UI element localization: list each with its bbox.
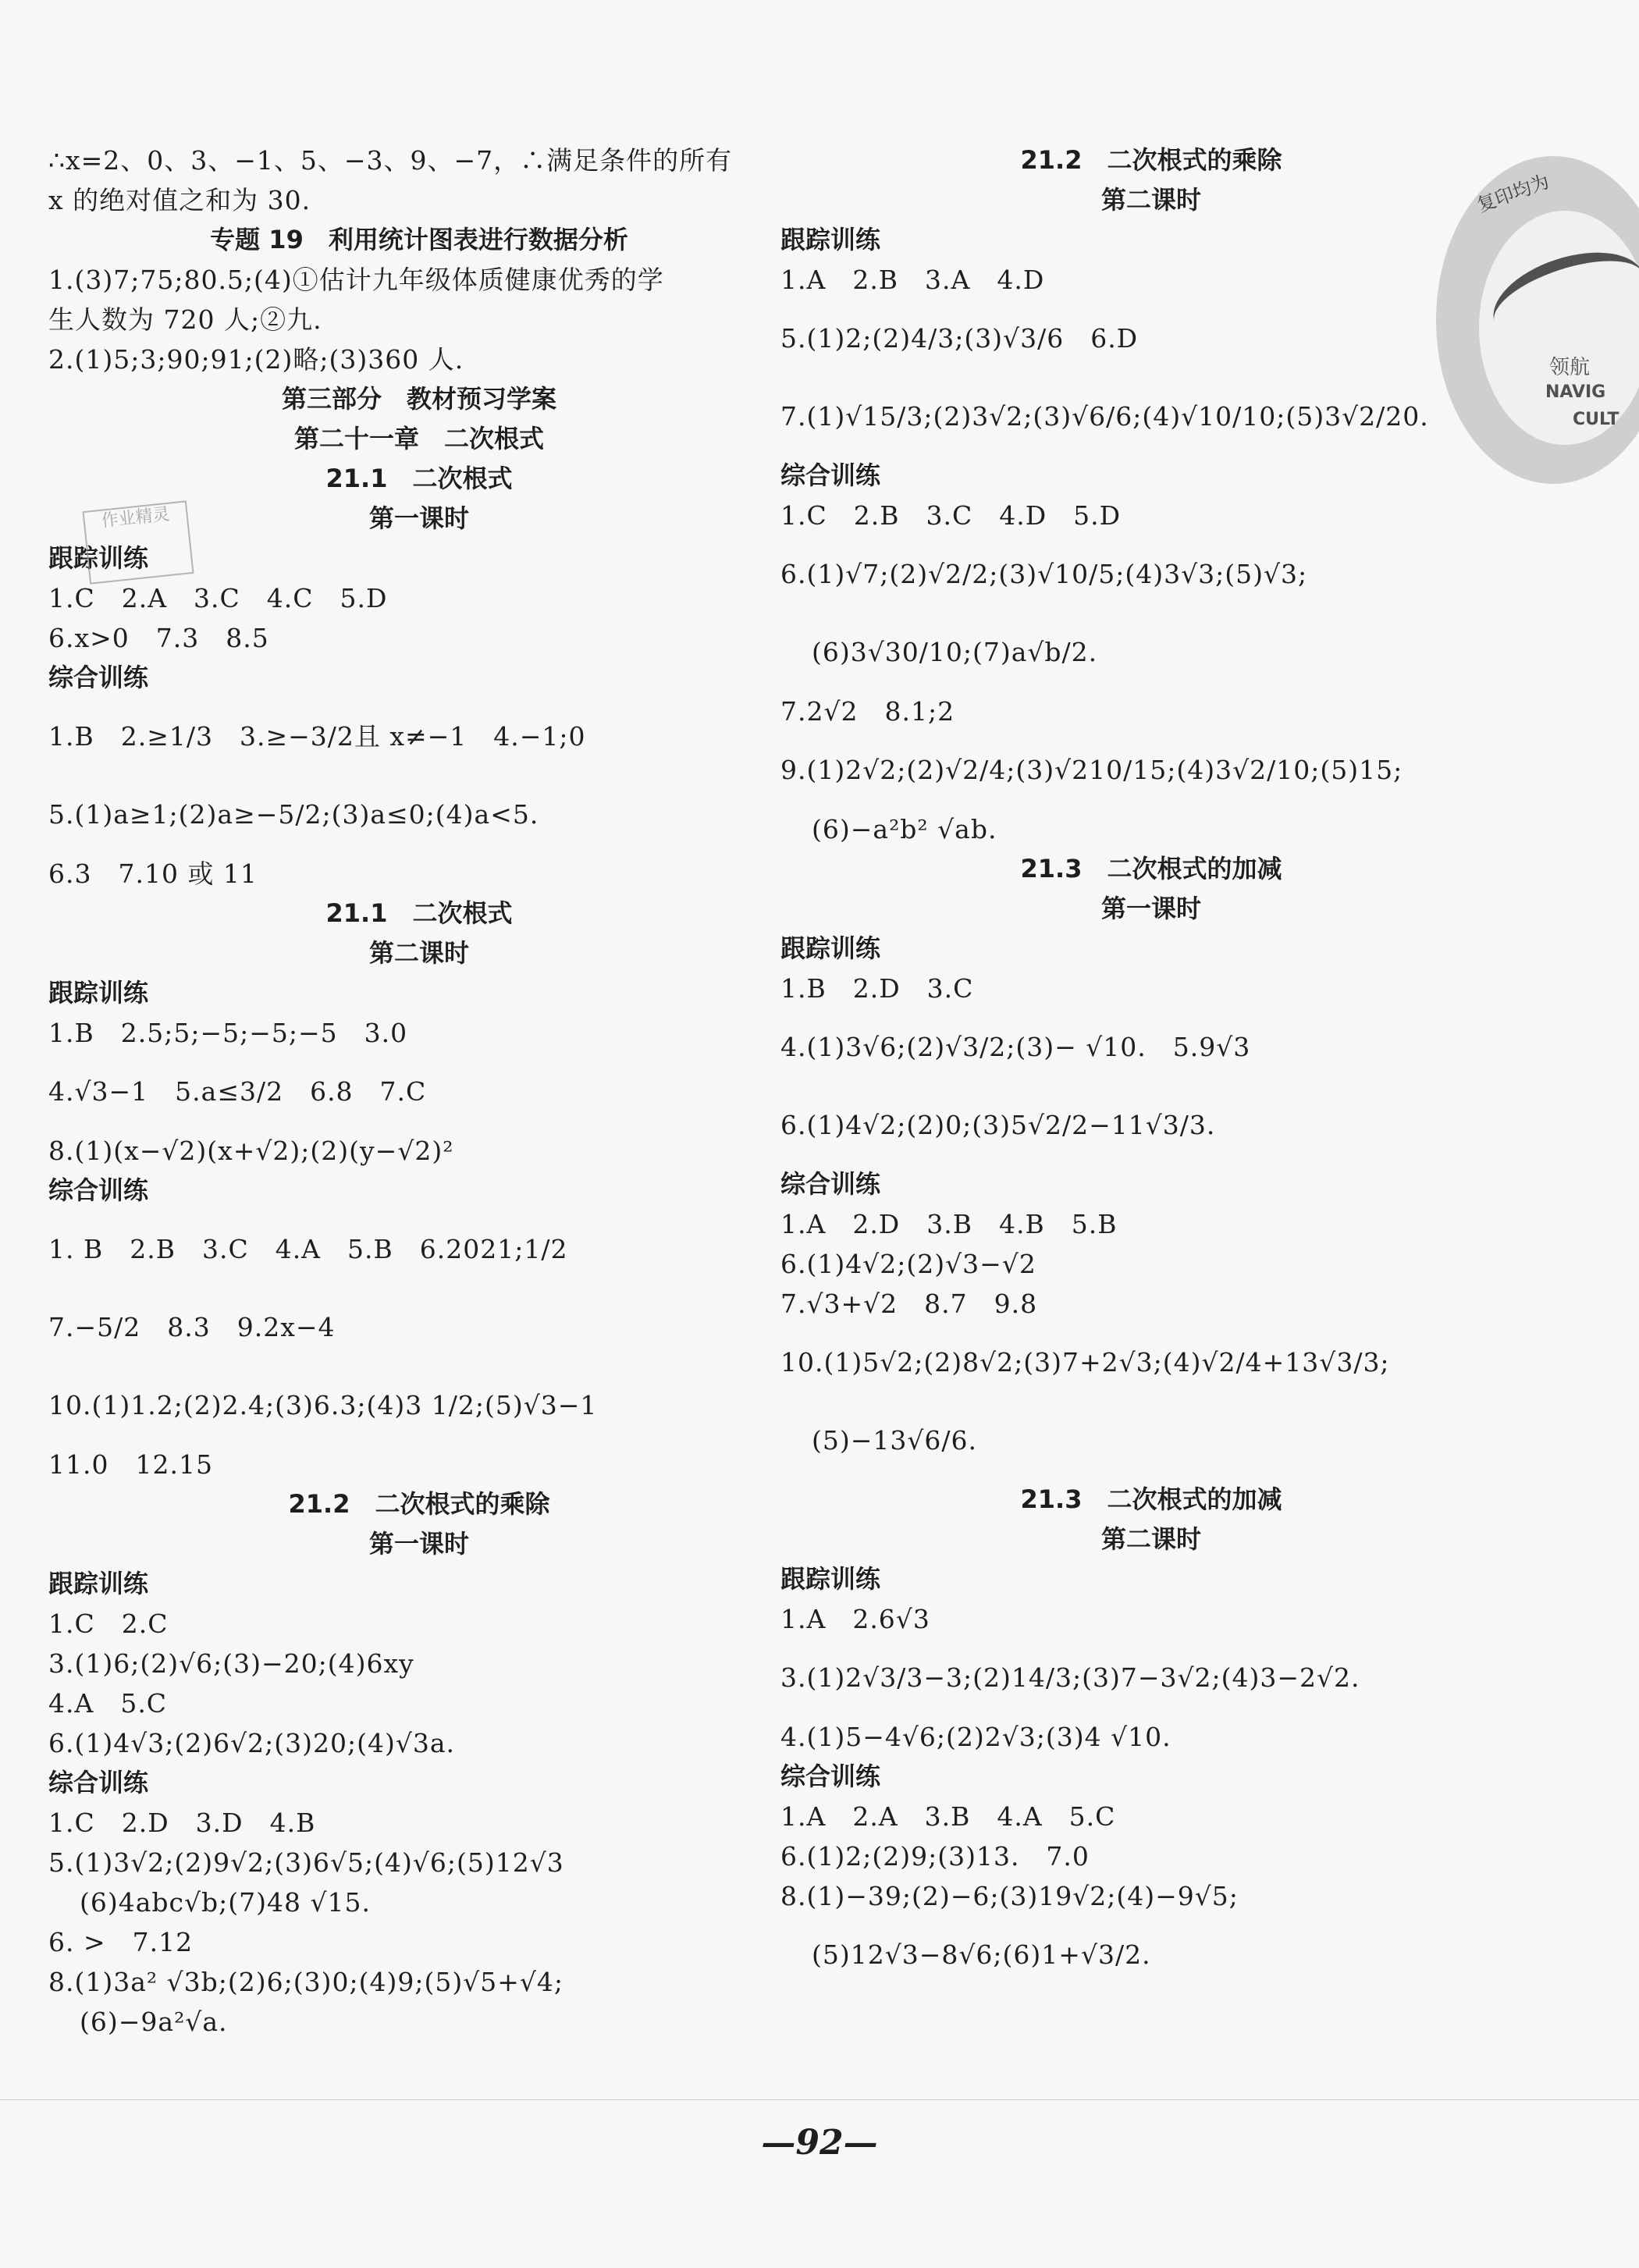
answer-line: (6)−9a²√a. [80,2007,228,2037]
answer-line: 1.A 2.A 3.B 4.A 5.C [780,1801,1116,1832]
answer-line: 10.(1)5√2;(2)8√2;(3)7+2√3;(4)√2/4+13√3/3; [780,1347,1390,1378]
exercise-label: 综合训练 [48,1175,149,1205]
answer-line: 1.B 2.D 3.C [780,973,974,1004]
answer-line: 4.√3−1 5.a≤3/2 6.8 7.C [48,1076,427,1107]
section-heading: 专题 19 利用统计图表进行数据分析 [210,225,628,254]
exercise-label: 跟踪训练 [48,978,149,1008]
exercise-label: 综合训练 [780,1169,881,1199]
right-column [780,140,1522,1994]
answer-line: 6.(1)4√2;(2)√3−√2 [780,1249,1036,1279]
subsection-heading: 21.1 二次根式 [325,464,513,493]
answer-line: 3.(1)6;(2)√6;(3)−20;(4)6xy [48,1648,414,1679]
answer-line: 1.B 2.≥1/3 3.≥−3/2且 x≠−1 4.−1;0 [48,721,586,752]
watermark-stamp: 作业精灵 [82,500,194,584]
answer-line: ∴x=2、0、3、−1、5、−3、9、−7，∴满足条件的所有 [48,145,733,176]
answer-line: 1.C 2.C [48,1609,169,1639]
exercise-label: 综合训练 [48,1768,149,1797]
answer-line: 2.(1)5;3;90;91;(2)略;(3)360 人. [48,344,464,375]
answer-line: 生人数为 720 人;②九. [48,304,322,335]
subsection-heading: 第一课时 [1100,894,1201,923]
answer-line: 9.(1)2√2;(2)√2/4;(3)√210/15;(4)3√2/10;(5)15; [780,755,1403,785]
answer-line: 7.−5/2 8.3 9.2x−4 [48,1312,336,1342]
left-column [48,140,790,2042]
subsection-heading: 21.1 二次根式 [325,898,513,928]
answer-line: 4.A 5.C [48,1688,168,1719]
answer-line: 7.(1)√15/3;(2)3√2;(3)√6/6;(4)√10/10;(5)3√2/20. [780,401,1429,432]
answer-line: 1.A 2.6√3 [780,1604,930,1634]
page-number: —92— [761,2123,878,2163]
answer-line: (6)4abc√b;(7)48 √15. [80,1887,372,1918]
exercise-label: 综合训练 [780,460,881,490]
answer-line: 8.(1)−39;(2)−6;(3)19√2;(4)−9√5; [780,1881,1239,1911]
answer-line: 6.(1)2;(2)9;(3)13. 7.0 [780,1841,1090,1872]
exercise-label: 跟踪训练 [780,933,881,963]
exercise-label: 跟踪训练 [780,225,881,254]
answer-line: 4.(1)5−4√6;(2)2√3;(3)4 √10. [780,1722,1171,1752]
publisher-seal: 复印均为 领航 NAVIG CULT [1436,156,1639,484]
answer-line: 1.A 2.B 3.A 4.D [780,265,1045,295]
subsection-heading: 21.3 二次根式的加减 [1020,854,1282,883]
answer-line: 6. > 7.12 [48,1927,194,1957]
answer-line: 3.(1)2√3/3−3;(2)14/3;(3)7−3√2;(4)3−2√2. [780,1662,1360,1693]
answer-line: 5.(1)3√2;(2)9√2;(3)6√5;(4)√6;(5)12√3 [48,1847,564,1878]
subsection-heading: 第一课时 [368,1529,469,1559]
subsection-heading: 21.2 二次根式的乘除 [1020,145,1282,175]
answer-line: (5)−13√6/6. [812,1425,978,1456]
exercise-label: 跟踪训练 [48,543,149,573]
answer-line: 8.(1)3a² √3b;(2)6;(3)0;(4)9;(5)√5+√4; [48,1967,564,1997]
answer-line: 5.(1)a≥1;(2)a≥−5/2;(3)a≤0;(4)a<5. [48,799,539,830]
answer-line: 1.C 2.B 3.C 4.D 5.D [780,500,1122,531]
footer-divider [0,2099,1639,2100]
answer-line: (5)12√3−8√6;(6)1+√3/2. [812,1939,1151,1970]
section-heading: 第二十一章 二次根式 [293,424,544,453]
subsection-heading: 21.2 二次根式的乘除 [288,1489,550,1519]
answer-line: 6.(1)√7;(2)√2/2;(3)√10/5;(4)3√3;(5)√3; [780,559,1308,589]
answer-line: 1. B 2.B 3.C 4.A 5.B 6.2021;1/2 [48,1234,568,1264]
answer-line: 4.(1)3√6;(2)√3/2;(3)− √10. 5.9√3 [780,1032,1251,1062]
answer-line: 5.(1)2;(2)4/3;(3)√3/6 6.D [780,323,1139,354]
exercise-label: 跟踪训练 [48,1569,149,1598]
answer-line: 1.C 2.A 3.C 4.C 5.D [48,583,388,613]
answer-line: 1.(3)7;75;80.5;(4)①估计九年级体质健康优秀的学 [48,265,664,295]
subsection-heading: 第二课时 [368,938,469,968]
answer-line: 7.√3+√2 8.7 9.8 [780,1289,1038,1319]
answer-line: 1.A 2.D 3.B 4.B 5.B [780,1209,1118,1239]
answer-line: 6.(1)4√2;(2)0;(3)5√2/2−11√3/3. [780,1110,1216,1140]
answer-line: 8.(1)(x−√2)(x+√2);(2)(y−√2)² [48,1136,454,1166]
exercise-label: 综合训练 [780,1761,881,1791]
exercise-label: 综合训练 [48,663,149,692]
answer-line: 6.(1)4√3;(2)6√2;(3)20;(4)√3a. [48,1728,456,1758]
answer-line: 11.0 12.15 [48,1449,213,1480]
answer-line: 6.3 7.10 或 11 [48,858,258,889]
answer-line: 1.C 2.D 3.D 4.B [48,1808,316,1838]
answer-line: x 的绝对值之和为 30. [48,185,311,215]
answer-line: (6)3√30/10;(7)a√b/2. [812,637,1098,667]
answer-line: 10.(1)1.2;(2)2.4;(3)6.3;(4)3 1/2;(5)√3−1 [48,1390,598,1420]
subsection-heading: 第一课时 [368,503,469,533]
subsection-heading: 第二课时 [1100,185,1201,215]
section-heading: 第三部分 教材预习学案 [281,384,556,414]
exercise-label: 跟踪训练 [780,1564,881,1594]
subsection-heading: 21.3 二次根式的加减 [1020,1484,1282,1514]
answer-line: 7.2√2 8.1;2 [780,696,955,727]
answer-line: 6.x>0 7.3 8.5 [48,623,269,653]
answer-line: 1.B 2.5;5;−5;−5;−5 3.0 [48,1018,408,1048]
subsection-heading: 第二课时 [1100,1524,1201,1554]
answer-line: (6)−a²b² √ab. [812,814,997,844]
